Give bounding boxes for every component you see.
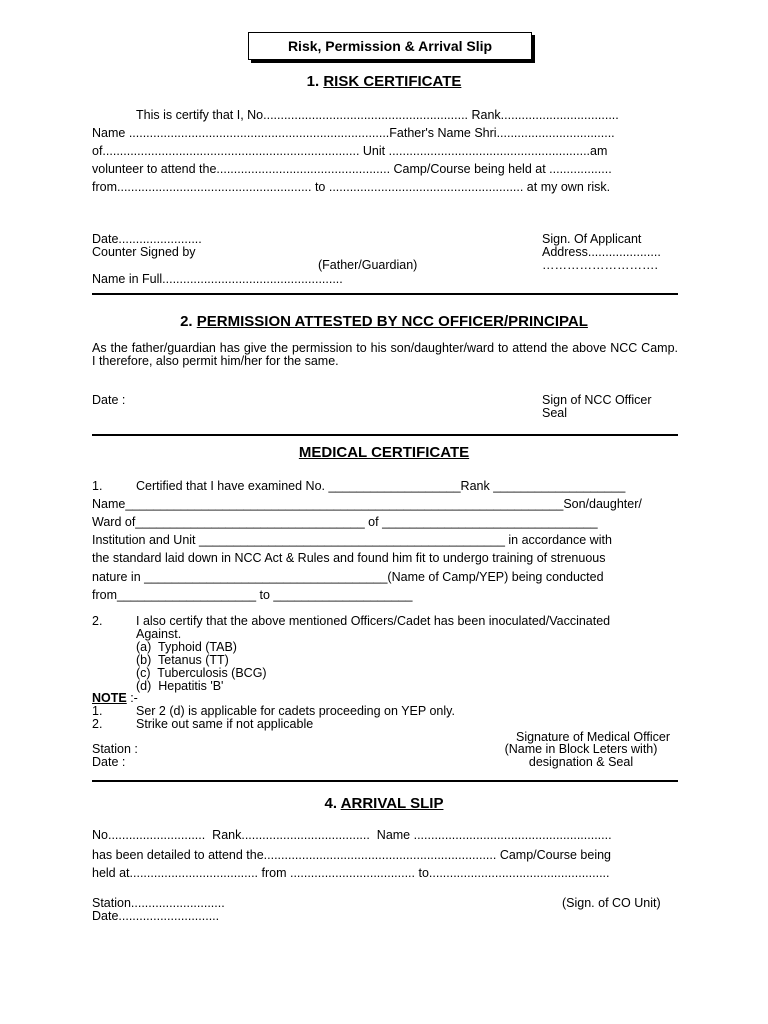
medical-line-7: from____________________ to ____________________ (92, 588, 413, 602)
permission-seal: Seal (542, 406, 568, 420)
medical-block-letters: (Name in Block Leters with) (504, 742, 658, 756)
medical-signature-label: Signature of Medical Officer (515, 730, 670, 744)
arrival-line-3: held at..................................... from .................................... to.................................................... (92, 866, 610, 880)
document-title: Risk, Permission & Arrival Slip (248, 32, 532, 60)
arrival-line-2: has been detailed to attend the................................................................... Camp/Course being (92, 848, 611, 862)
divider-rule (92, 293, 678, 295)
medical-line-1: Certified that I have examined No. ___________________Rank ___________________ (136, 479, 626, 493)
risk-counter-signed: Counter Signed by (92, 245, 196, 259)
medical-item-1-number: 1. (92, 479, 103, 493)
risk-line-3: of.......................................................................... Unit ..........................................................am (92, 144, 608, 158)
note-label: NOTE :- (92, 691, 138, 705)
vaccine-item: (c) Tuberculosis (BCG) (136, 666, 267, 680)
medical-designation-seal: designation & Seal (528, 755, 634, 769)
medical-line-4: Institution and Unit ____________________________________________ in accordance with (92, 533, 612, 547)
risk-line-2: Name ...........................................................................Father's Name Shri.................................. (92, 126, 615, 140)
vaccine-item: (d) Hepatitis 'B' (136, 679, 224, 693)
permission-sign-officer: Sign of NCC Officer (542, 393, 652, 407)
divider-rule (92, 434, 678, 436)
risk-line-5: from........................................................ to ........................................................ at my own risk. (92, 180, 611, 194)
vaccine-item: (b) Tetanus (TT) (136, 653, 229, 667)
risk-date: Date........................ (92, 232, 202, 246)
risk-certificate-heading: 1. RISK CERTIFICATE (306, 73, 462, 90)
note-number: 1. (92, 704, 103, 718)
risk-name-in-full: Name in Full.................................................... (92, 272, 343, 286)
arrival-slip-heading: 4. ARRIVAL SLIP (324, 795, 444, 812)
risk-line-4: volunteer to attend the.................................................. Camp/Course being held at .................. (92, 162, 612, 176)
vaccine-item: (a) Typhoid (TAB) (136, 640, 237, 654)
note-number: 2. (92, 717, 103, 731)
risk-address: Address..................... (542, 245, 661, 259)
permission-date: Date : (92, 393, 126, 407)
permission-paragraph: As the father/guardian has give the permission to his son/daughter/ward to attend the above NCC Camp. I therefore, also permit him/her for the same. (92, 341, 678, 368)
medical-item-2-line-2: Against. (136, 627, 182, 641)
medical-item-2-line-1: I also certify that the above mentioned Officers/Cadet has been inoculated/Vaccinated (136, 614, 611, 628)
medical-line-2: Name_______________________________________________________________Son/daughter/ (92, 497, 642, 511)
risk-line-1: This is certify that I, No........................................................... Rank.................................. (136, 108, 619, 122)
medical-line-5: the standard laid down in NCC Act & Rules and found him fit to undergo training of strenuous (92, 551, 606, 565)
divider-rule (92, 780, 678, 782)
arrival-station: Station........................... (92, 896, 225, 910)
arrival-date: Date............................. (92, 909, 220, 923)
note-text: Strike out same if not applicable (136, 717, 314, 731)
medical-heading: MEDICAL CERTIFICATE (298, 444, 470, 461)
arrival-line-1: No............................ Rank..................................... Name ......................................................... (92, 828, 612, 842)
note-text: Ser 2 (d) is applicable for cadets proceeding on YEP only. (136, 704, 455, 718)
medical-line-6: nature in ___________________________________(Name of Camp/YEP) being conducted (92, 570, 604, 584)
medical-line-3: Ward of_________________________________ of _______________________________ (92, 515, 598, 529)
risk-sign-applicant: Sign. Of Applicant (542, 232, 642, 246)
medical-item-2-number: 2. (92, 614, 103, 628)
risk-father-guardian: (Father/Guardian) (318, 258, 418, 272)
medical-date: Date : (92, 755, 126, 769)
medical-station: Station : (92, 742, 138, 756)
arrival-sign-co: (Sign. of CO Unit) (562, 896, 661, 910)
risk-address-dots: ………………………. (542, 258, 658, 272)
permission-heading: 2. PERMISSION ATTESTED BY NCC OFFICER/PRINCIPAL (180, 313, 588, 330)
